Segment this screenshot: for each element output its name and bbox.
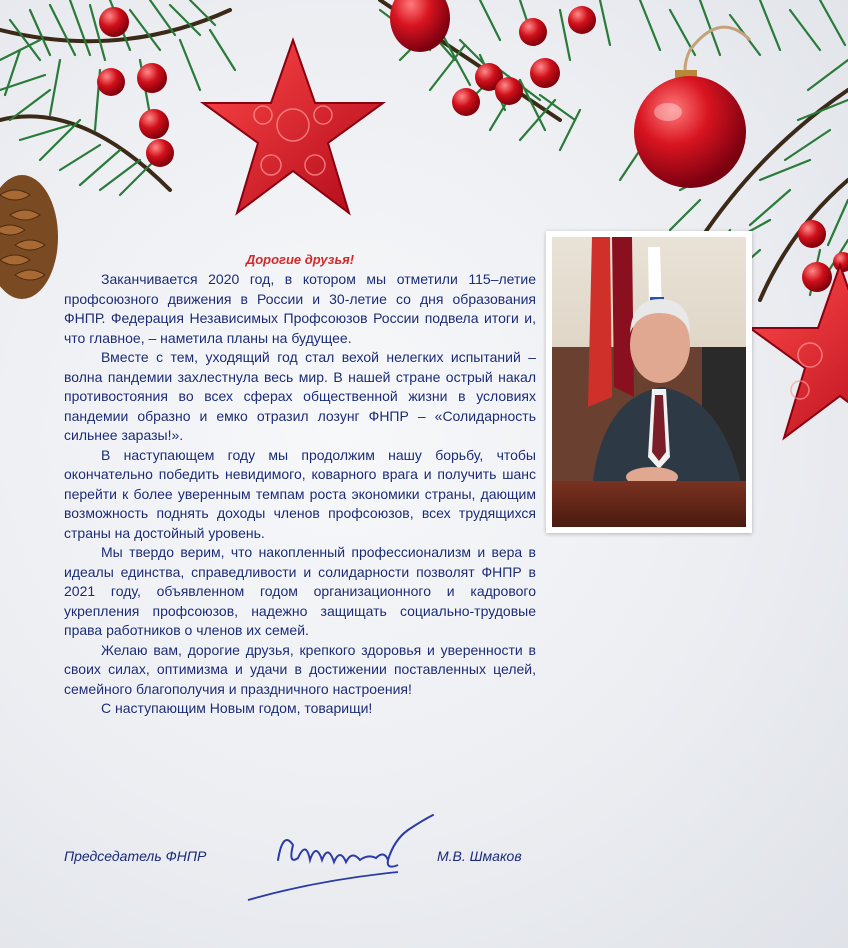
paragraph-4: Мы твердо верим, что накопленный профессионализм и вера в идеалы единства, справедливости и солидарности позволят ФНПР в 2021 году, объявленном годом организационного и кадрового укрепления профсоюзов, надежно защищать социально-трудовые права работников о членов их семей. bbox=[64, 544, 536, 638]
pine-cone bbox=[0, 175, 58, 299]
handwritten-signature bbox=[238, 810, 438, 910]
letter-body bbox=[64, 270, 536, 719]
portrait-frame bbox=[546, 231, 752, 533]
portrait-photo bbox=[552, 237, 746, 527]
paragraph-3: В наступающем году мы продолжим нашу борьбу, чтобы окончательно победить невидимого, коварного врага и получить шанс перейти к более уверенным темпам роста экономики страны, дающим возможность поднять доходы членов профсоюзов, всех трудящихся страны на достойный уровень. bbox=[64, 446, 536, 541]
paragraph-1: Заканчивается 2020 год, в котором мы отметили 115–летие профсоюзного движения в России и 30-летие со дня образования ФНПР. Федерация Независимых Профсоюзов России подвела итоги и, что главное, – наметила планы на будущее. bbox=[64, 271, 536, 346]
greeting-heading: Дорогие друзья! bbox=[245, 252, 355, 267]
red-star-ornament bbox=[203, 40, 383, 213]
signature-title: Председатель ФНПР bbox=[64, 848, 207, 864]
signature-name: М.В. Шмаков bbox=[437, 848, 522, 864]
paragraph-5: Желаю вам, дорогие друзья, крепкого здоровья и уверенности в своих силах, оптимизма и удачи в достижении поставленных целей, семейного благополучия и праздничного настроения! bbox=[64, 641, 536, 697]
paragraph-2: Вместе с тем, уходящий год стал вехой нелегких испытаний – волна пандемии захлестнула весь мир. В нашей стране острый накал противостояния во всех сферах общественной жизни в условиях пандемии образно и емко отразил лозунг ФНПР – «Солидарность сильнее заразы!». bbox=[64, 349, 536, 443]
paragraph-6: С наступающим Новым годом, товарищи! bbox=[101, 700, 373, 716]
